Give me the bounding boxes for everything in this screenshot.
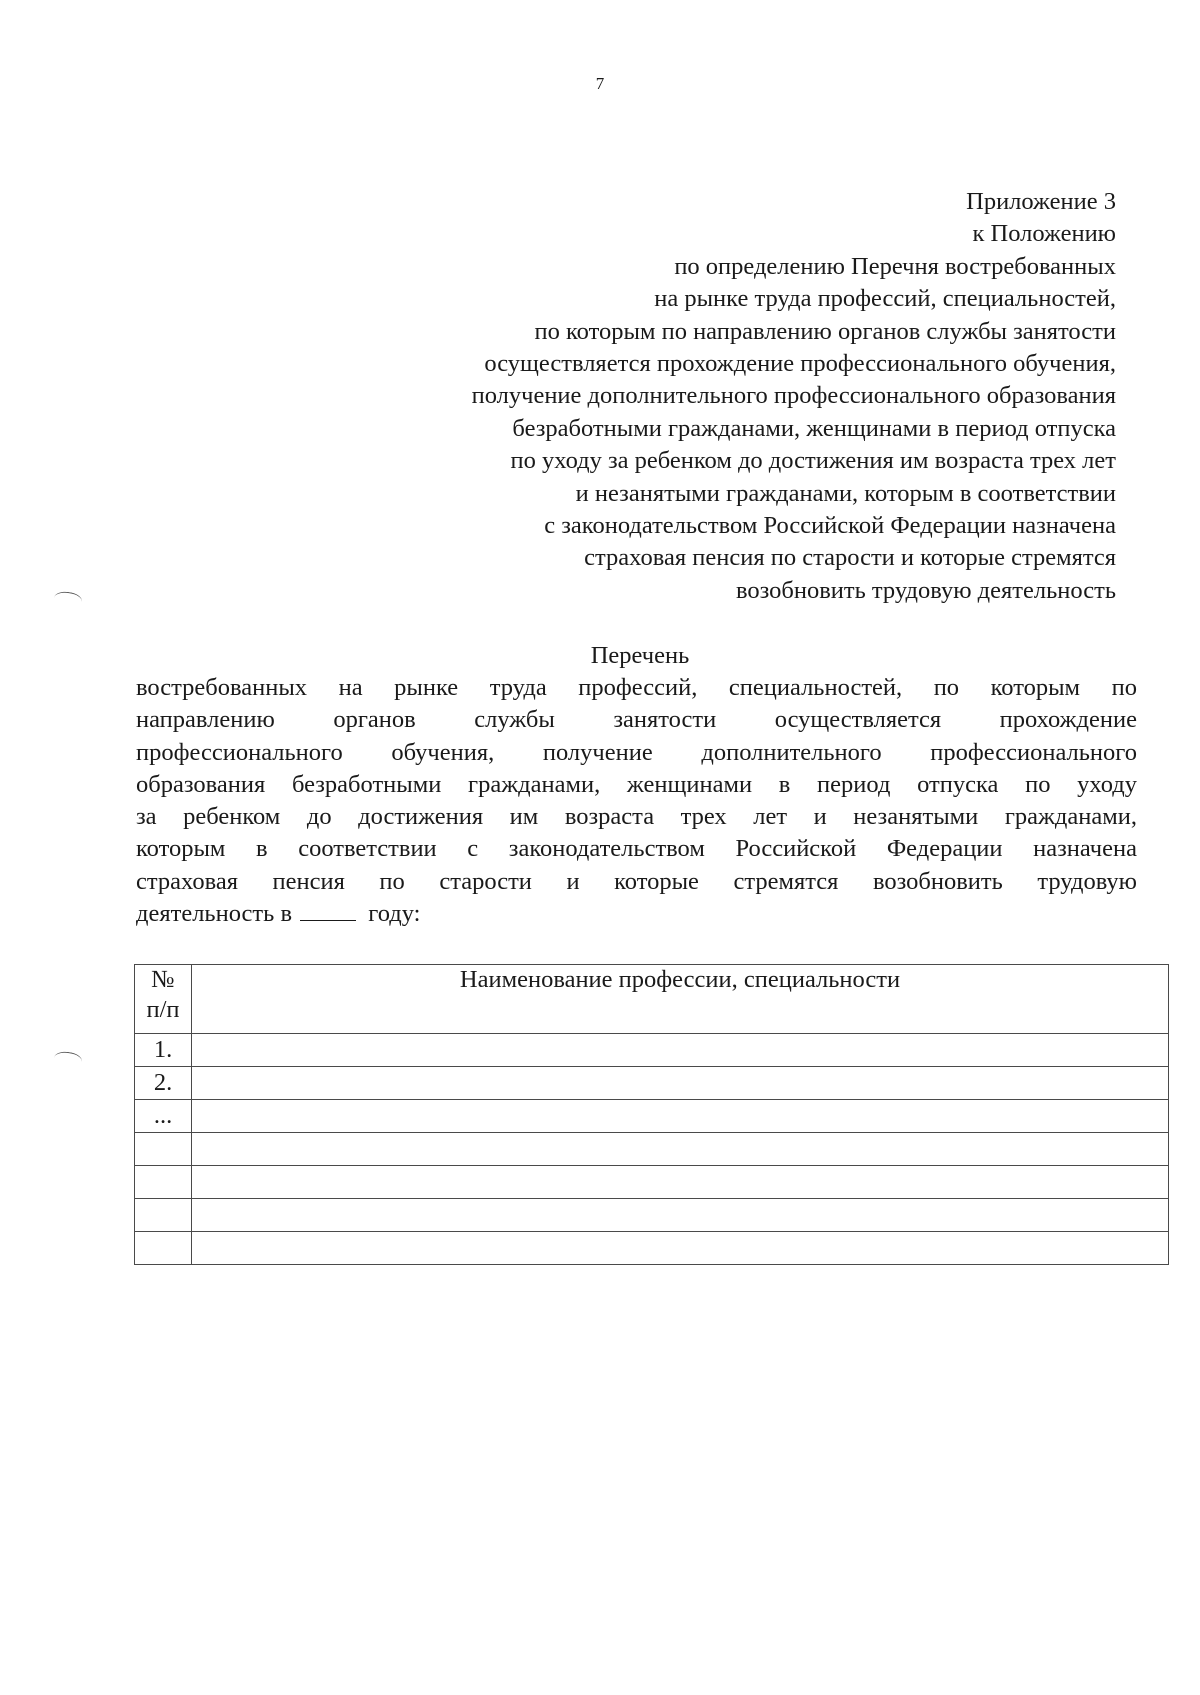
appendix-line: безработными гражданами, женщинами в период отпуска [512,414,1116,442]
appendix-line: получение дополнительного профессионального образования [471,382,1116,410]
row-name-cell [192,1067,1169,1100]
appendix-line: Приложение 3 [966,188,1116,215]
table-row [135,1166,1169,1199]
table-row [135,1067,1169,1100]
list-description-line: страховая пенсия по старости и которые стремятся возобновить трудовую [136,867,1137,895]
row-name-cell [192,1100,1169,1133]
list-description-line: образования безработными гражданами, женщинами в период отпуска по уходу [136,770,1137,798]
list-description-line: за ребенком до достижения им возраста трех лет и незанятыми гражданами, [136,803,1137,831]
appendix-line: по уходу за ребенком до достижения им возраста трех лет [510,447,1116,475]
table-row [135,1232,1169,1265]
table-row [135,1100,1169,1133]
appendix-line: к Положению [972,220,1116,248]
year-suffix-text: году: [368,900,421,928]
list-description [136,672,1137,930]
table-row [135,1034,1169,1067]
appendix-line: по определению Перечня востребованных [674,252,1116,280]
appendix-line: возобновить трудовую деятельность [735,576,1116,604]
appendix-line: по которым по направлению органов службы занятости [534,317,1116,345]
row-name-cell [192,1199,1169,1232]
list-description-line: профессионального обучения, получение дополнительного профессионального [136,738,1137,766]
row-number-cell [135,1232,192,1265]
row-number-cell [135,1199,192,1232]
appendix-line: и незанятыми гражданами, которым в соответствии [575,479,1116,507]
table-row [135,1133,1169,1166]
row-name-cell [192,1166,1169,1199]
list-description-line: направлению органов службы занятости осуществляется прохождение [136,706,1137,734]
header-number-symbol: № [151,966,175,993]
appendix-line: страховая пенсия по старости и которые стремятся [584,544,1116,572]
list-title: Перечень [590,642,690,669]
table-row [135,1199,1169,1232]
list-description-line: которым в соответствии с законодательством Российской Федерации назначена [136,835,1137,863]
appendix-line: на рынке труда профессий, специальностей, [654,285,1116,313]
year-blank-field [300,900,356,921]
scan-hole-mark [53,1050,83,1069]
page-number: 7 [595,74,605,93]
row-name-cell [192,1034,1169,1067]
row-name-cell [192,1133,1169,1166]
header-number-abbrev: п/п [146,996,180,1023]
list-description-last-line [136,898,1137,930]
appendix-line: с законодательством Российской Федерации назначена [544,512,1116,540]
row-number-cell: 1. [135,1034,192,1067]
year-prefix-text: деятельность в [136,900,293,928]
list-description-line: востребованных на рынке труда профессий, специальностей, по которым по [136,674,1137,701]
row-number-cell: ... [135,1100,192,1133]
table-header-row [135,965,1169,1034]
scan-hole-mark [53,590,83,609]
row-name-cell [192,1232,1169,1265]
professions-table [134,964,1169,1265]
row-number-cell: 2. [135,1067,192,1100]
header-name-cell: Наименование профессии, специальности [192,965,1169,1034]
row-number-cell [135,1166,192,1199]
row-number-cell [135,1133,192,1166]
appendix-line: осуществляется прохождение профессионального обучения, [484,350,1116,378]
header-number-cell [135,965,192,1034]
appendix-header [316,186,1116,607]
